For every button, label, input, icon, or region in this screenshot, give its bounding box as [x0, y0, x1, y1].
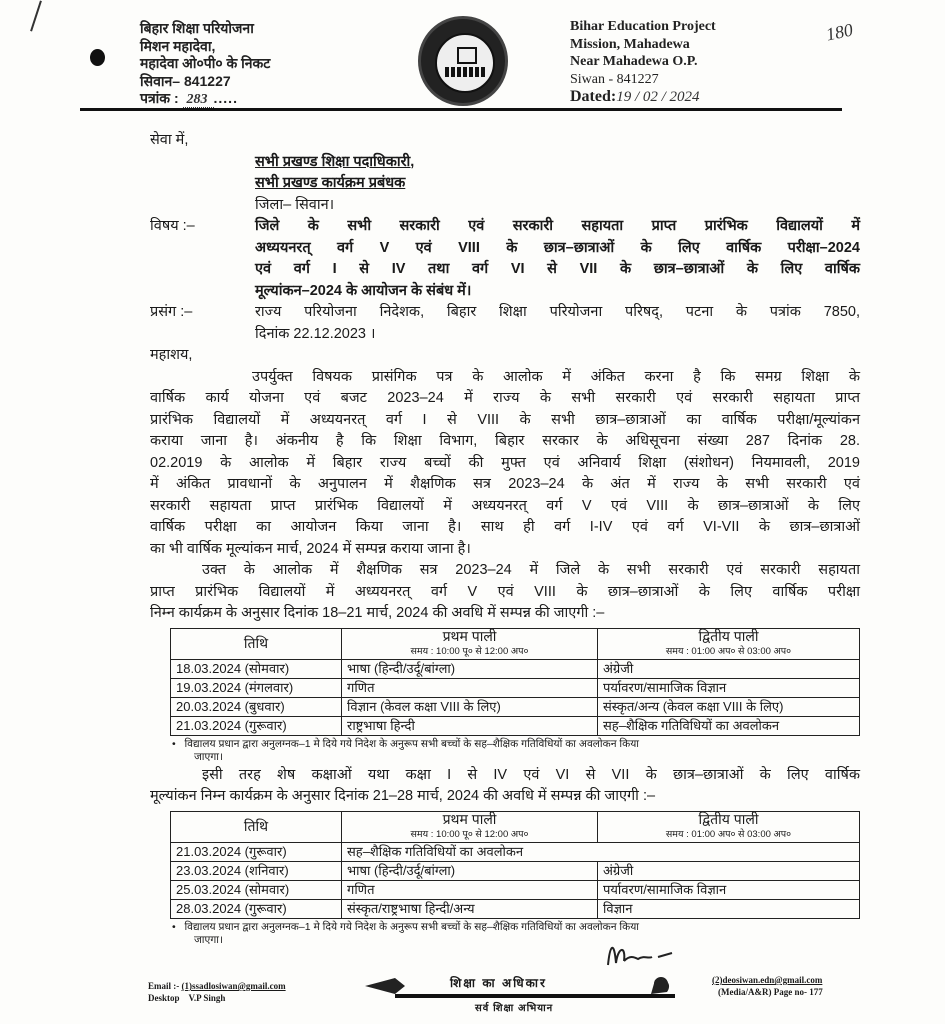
col-shift2: द्वितीय पाली समय : 01:00 अप० से 03:00 अप०: [598, 628, 860, 659]
col-shift1: प्रथम पाली समय : 10:00 पू० से 12:00 अप०: [342, 811, 598, 842]
recipient: सभी प्रखण्ड शिक्षा पदाधिकारी,: [255, 153, 415, 170]
paragraph-3: इसी तरह शेष कक्षाओं यथा कक्षा I से IV एवं VI से VII के छात्र–छात्राओं के लिए वार्षिक मूल्यांकन निम्न कार्यक्रम के अनुसार दिनांक 21–28 मार्च, 2024 की अवधि में सम्पन्न की जाएगी :–: [150, 766, 860, 804]
paragraph-1: उपर्युक्त विषयक प्रासंगिक पत्र के आलोक में अंकित करना है कि समग्र शिक्षा के वार्षिक कार्य योजना एवं बजट 2023–24 में राज्य के सभी सरकारी एवं सरकारी सहायता प्राप्त प्रारंभिक विद्यालयों में अध्ययनरत् वर्ग I से VIII के सभी छात्र–छात्राओं का वार्षिक परीक्षा/मूल्यांकन कराया जाना है। अंकनीय है कि शिक्षा विभाग, बिहार सरकार के अधिसूचना संख्या 287 दिनांक 28. 02.2019 के आलोक में बिहार राज्य बच्चों की मुफ्त एवं अनिवार्य शिक्षा (संशोधन) नियमावली, 2019 में अंकित प्रावधानों के अनुपालन में शैक्षणिक सत्र 2023–24 के अंत में राज्य के सभी सरकारी एवं सरकारी सहायता प्राप्त प्रारंभिक विद्यालयों में अध्ययनरत् वर्ग V एवं VIII के छात्र–छात्राओं के लिए वार्षिक परीक्षा का आयोजन किया जाना है। साथ ही वर्ग I-IV एवं वर्ग VI-VII के छात्र–छात्राओं का भी वार्षिक मूल्यांकन मार्च, 2024 में सम्पन्न कराया जाना है।: [150, 368, 860, 557]
email-link[interactable]: (2)deosiwan.edn@gmail.com: [712, 975, 823, 985]
address-line: Near Mahadewa O.P.: [570, 54, 698, 69]
punch-hole-mark: [90, 49, 105, 66]
table-row: 28.03.2024 (गुरूवार) संस्कृत/राष्ट्रभाषा हिन्दी/अन्य विज्ञान: [171, 899, 860, 918]
address-line: बिहार शिक्षा परियोजना: [140, 20, 254, 36]
greeting: महाशय,: [150, 347, 193, 363]
district: जिला– सिवान।: [255, 196, 335, 213]
address-line: Bihar Education Project: [570, 19, 716, 34]
paragraph-2: उक्त के आलोक में शैक्षणिक सत्र 2023–24 में जिले के सभी सरकारी एवं सरकारी सहायता प्राप्त प्रारंभिक विद्यालयों में अध्ययनरत् वर्ग V एवं VIII के छात्र–छात्राओं के लिए वार्षिक परीक्षा निम्न कार्यक्रम के अनुसार दिनांक 18–21 मार्च, 2024 की अवधि में सम्पन्न की जाएगी :–: [150, 562, 860, 621]
exam-schedule-table: [170, 628, 860, 736]
header-english-address: [570, 18, 716, 107]
salutation-to: सेवा में,: [150, 132, 189, 148]
table-header-row: [171, 811, 860, 842]
table-row: 18.03.2024 (सोमवार) भाषा (हिन्दी/उर्दू/बांग्ला) अंग्रेजी: [171, 659, 860, 678]
table-row: 21.03.2024 (गुरूवार) राष्ट्रभाषा हिन्दी सह–शैक्षिक गतिविधियों का अवलोकन: [171, 716, 860, 735]
table-row: 23.03.2024 (शनिवार) भाषा (हिन्दी/उर्दू/बांग्ला) अंग्रेजी: [171, 861, 860, 880]
signature: [600, 935, 680, 975]
subject-text: जिले के सभी सरकारी एवं सरकारी सहायता प्राप्त प्रारंभिक विद्यालयों में अध्ययनरत् वर्ग V एवं VIII के छात्र–छात्राओं के लिए वार्षिक परीक्षा–2024 एवं वर्ग I से IV तथा वर्ग VI से VII के छात्र–छात्राओं के लिए वार्षिक मूल्यांकन–2024 के आयोजन के संबंध में।: [255, 218, 860, 299]
table-row: 20.03.2024 (बुधवार) विज्ञान (केवल कक्षा VIII के लिए) संस्कृत/अन्य (केवल कक्षा VIII के लिए): [171, 697, 860, 716]
table-row: 21.03.2024 (गुरूवार) सह–शैक्षिक गतिविधियों का अवलोकन: [171, 842, 860, 861]
header-divider: [80, 108, 842, 111]
address-line: महादेवा ओ०पी० के निकट: [140, 55, 271, 71]
page-mark: 180: [824, 19, 855, 45]
reference-label: प्रसंग :–: [150, 304, 193, 320]
col-shift2: द्वितीय पाली समय : 01:00 अप० से 03:00 अप०: [598, 811, 860, 842]
col-date: तिथि: [171, 628, 342, 659]
subject: [150, 216, 860, 302]
col-date: तिथि: [171, 811, 342, 842]
address-line: Mission, Mahadewa: [570, 36, 690, 52]
banner-top-text: शिक्षा का अधिकार: [450, 976, 547, 990]
evaluation-schedule-table: [170, 811, 860, 919]
note-1: • विद्यालय प्रधान द्वारा अनुलग्नक–1 मे दिये गये निदेश के अनुरूप सभी बच्चों के सह–शैक्षिक गतिविधियों का अवलोकन किया जाएगा।: [172, 737, 640, 763]
letter-number: पत्रांक : 283 .....: [140, 90, 238, 107]
banner-bottom-text: सर्व शिक्षा अभियान: [475, 1003, 554, 1014]
sarva-shiksha-abhiyan-banner: [355, 972, 685, 1022]
table-row: 19.03.2024 (मंगलवार) गणित पर्यावरण/सामाजिक विज्ञान: [171, 678, 860, 697]
address-line: Siwan - 841227: [570, 71, 659, 87]
table-row: 25.03.2024 (सोमवार) गणित पर्यावरण/सामाजिक विज्ञान: [171, 880, 860, 899]
col-shift1: प्रथम पाली समय : 10:00 पू० से 12:00 अप०: [342, 628, 598, 659]
bihar-education-project-logo: [418, 16, 508, 106]
subject-label: विषय :–: [150, 218, 195, 234]
reference-text: राज्य परियोजना निदेशक, बिहार शिक्षा परियोजना परिषद्, पटना के पत्रांक 7850, दिनांक 22.12.2023 ।: [255, 304, 860, 342]
recipient: सभी प्रखण्ड कार्यक्रम प्रबंधक: [255, 175, 406, 191]
recipients: [150, 152, 860, 195]
letter-body: [150, 130, 860, 948]
reference: [150, 302, 860, 345]
pen-mark: [30, 0, 42, 31]
email-link[interactable]: (1)ssadlosiwan@gmail.com: [181, 981, 286, 991]
header-hindi-address: [140, 20, 270, 109]
footer-right: (2)deosiwan.edn@gmail.com (Media/A&R) Page no- 177: [712, 975, 823, 997]
dated: Dated:19 / 02 / 2024: [570, 88, 700, 105]
address-line: मिशन महादेवा,: [140, 37, 216, 54]
table-header-row: [171, 628, 860, 659]
note-2: • विद्यालय प्रधान द्वारा अनुलग्नक–1 मे दिये गये निदेश के अनुरूप सभी बच्चों के सह–शैक्षिक गतिविधियों का अवलोकन किया जाएगा।: [172, 920, 640, 946]
address-line: सिवान– 841227: [140, 72, 231, 89]
footer-left: Email :- (1)ssadlosiwan@gmail.com Desktop V.P Singh: [148, 981, 286, 1003]
blackboard-icon: [457, 47, 477, 64]
